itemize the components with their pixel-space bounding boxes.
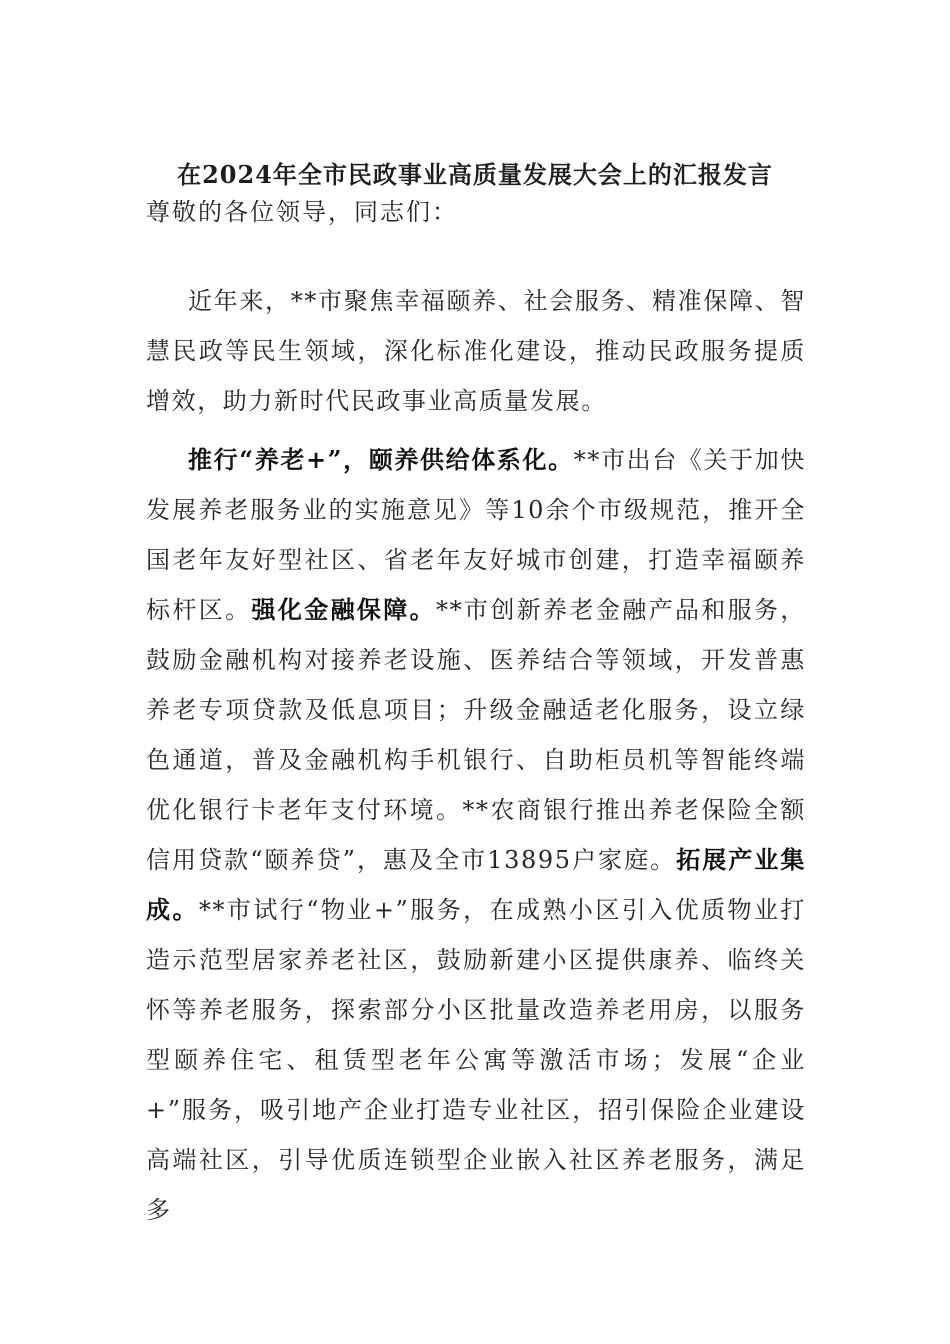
- intro-paragraph: 近年来，**市聚焦幸福颐养、社会服务、精准保障、智慧民政等民生领域，深化标准化建设，推动民政服务提质增效，助力新时代民政事业高质量发展。: [146, 287, 806, 415]
- section-heading: 推行“养老+”，颐养供给体系化。: [188, 445, 574, 474]
- subsection-text-finance: **市创新养老金融产品和服务，鼓励金融机构对接养老设施、医养结合等领域，开发普惠养老专项贷款及低息项目；升级金融适老化服务，设立绿色通道，普及金融机构手机银行、自助柜员机等智能终端优化银行卡老年支付环境。**农商银行推出养老保险全额信用贷款“颐养贷”，惠及全市13895户家庭。: [146, 596, 807, 874]
- section-text: **市出台《关于加快发展养老服务业的实施意见》等10余个市级规范，推开全国老年友好型社区、省老年友好城市创建，打造幸福颐养标杆区。: [146, 446, 806, 624]
- document-title: 在2024年全市民政事业高质量发展大会上的汇报发言: [177, 160, 773, 189]
- section-paragraph: [146, 435, 806, 1235]
- subsection-heading-industry: 拓展产业集成。: [146, 845, 807, 924]
- salutation: 尊敬的各位领导，同志们：: [146, 198, 458, 226]
- subsection-heading-finance: 强化金融保障。: [251, 595, 437, 624]
- subsection-text-industry: **市试行“物业+”服务，在成熟小区引入优质物业打造示范型居家养老社区，鼓励新建小区提供康养、临终关怀等养老服务，探索部分小区批量改造养老用房，以服务型颐养住宅、租赁型老年公寓等激活市场；发展“企业+”服务，吸引地产企业打造专业社区，招引保险企业建设高端社区，引导优质连锁型企业嵌入社区养老服务，满足多: [146, 896, 806, 1224]
